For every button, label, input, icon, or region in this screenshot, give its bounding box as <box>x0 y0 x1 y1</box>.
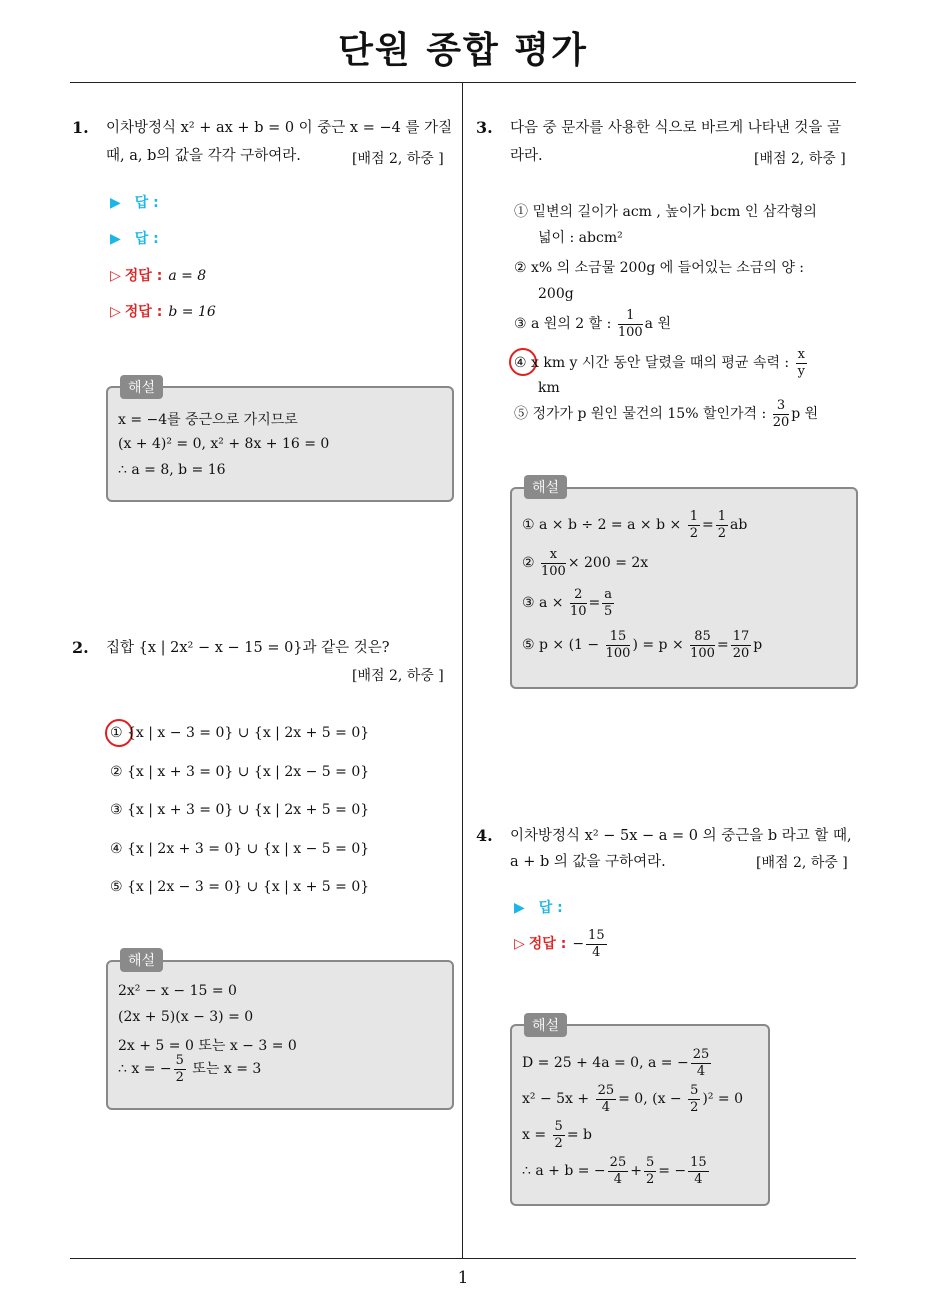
answer-arrow-icon: ▶ <box>110 231 121 247</box>
column-divider <box>462 83 463 1258</box>
fraction: $\frac{15}{100}$ <box>605 628 631 661</box>
fraction: $\frac{2}{10}$ <box>569 586 587 619</box>
q1-correct-1 <box>110 265 206 285</box>
q4-explain-line: x² − 5x + $\frac{25}{4}$ = 0, (x − $\frac{5}{2}$ )² = 0 <box>522 1082 744 1115</box>
fraction: $\frac{25}{4}$ <box>609 1154 627 1187</box>
q1-answer-1 <box>110 192 159 212</box>
q3-number: 3. <box>476 118 493 137</box>
fraction: $\frac{a}{5}$ <box>604 586 613 619</box>
q1-text-line2: 때, a, b의 값을 각각 구하여라. <box>106 148 301 164</box>
fraction: $\frac{x}{100}$ <box>541 546 566 579</box>
q3-explain-line: ① a × b ÷ 2 = a × b × $\frac{1}{2}$ = $\frac{1}{2}$ ab <box>522 508 748 541</box>
correct-arrow-icon: ▷ <box>110 304 121 320</box>
correct-arrow-icon: ▷ <box>514 936 525 952</box>
q4-correct: ▷ 정답 : − $\frac{15}{4}$ <box>514 927 605 960</box>
answer-label: 답 : <box>134 231 159 247</box>
q3-choice-1-cont: 넓이 : abcm² <box>538 230 623 246</box>
q1-correct-2 <box>110 301 216 321</box>
correct-arrow-icon: ▷ <box>110 268 121 284</box>
q3-choice-3[interactable]: ③ a 원의 2 할 : $\frac{1}{100}$ a 원 <box>514 307 671 340</box>
q3-choice-2-cont: 200g <box>538 286 574 302</box>
fraction: $\frac{85}{100}$ <box>690 628 715 661</box>
top-divider <box>70 82 856 83</box>
q2-choice-3[interactable]: ③ {x | x + 3 = 0} ∪ {x | 2x + 5 = 0} <box>110 802 370 818</box>
q2-meta: [배점 2, 하중 ] <box>352 668 444 684</box>
q4-explain-line: ∴ a + b = − $\frac{25}{4}$ + $\frac{5}{2}$ = − $\frac{15}{4}$ <box>522 1154 707 1187</box>
q2-explain-line: 2x + 5 = 0 또는 x − 3 = 0 <box>118 1038 297 1054</box>
correct-label: 정답 : <box>528 936 567 952</box>
q3-choice-4-cont: km <box>538 380 560 396</box>
fraction: $\frac{17}{20}$ <box>732 628 750 661</box>
q1-answer-2 <box>110 228 159 248</box>
fraction: $\frac{5}{2}$ <box>554 1118 563 1151</box>
q2-explain-line: ∴ x = − $\frac{5}{2}$ 또는 x = 3 <box>118 1052 262 1085</box>
q4-meta: [배점 2, 하중 ] <box>756 855 848 871</box>
fraction: $\frac{25}{4}$ <box>692 1046 710 1079</box>
q4-explain-line: D = 25 + 4a = 0, a = − $\frac{25}{4}$ <box>522 1046 710 1079</box>
q4-number: 4. <box>476 826 493 845</box>
q4-explain-line: x = $\frac{5}{2}$ = b <box>522 1118 592 1151</box>
q1-explain-line: (x + 4)² = 0, x² + 8x + 16 = 0 <box>118 436 330 452</box>
q3-text-line1: 다음 중 문자를 사용한 식으로 바르게 나타낸 것을 골 <box>510 120 842 136</box>
q4-text-line1: 이차방정식 x² − 5x − a = 0 의 중근을 b 라고 할 때, <box>510 828 852 844</box>
q2-explanation-tag: 해설 <box>120 948 163 972</box>
q3-choice-4[interactable]: ④ x km y 시간 동안 달렸을 때의 평균 속력 : $\frac{x}{y}$ <box>514 346 805 379</box>
fraction: $\frac{5}{2}$ <box>645 1154 655 1187</box>
answer-arrow-icon: ▶ <box>110 195 121 211</box>
q3-text-line2: 라라. <box>510 148 543 164</box>
q1-text-line1: 이차방정식 x² + ax + b = 0 이 중근 x = −4 를 가질 <box>106 120 453 136</box>
q3-choice-1[interactable]: ① 밑변의 길이가 acm , 높이가 bcm 인 삼각형의 <box>514 204 817 220</box>
fraction: $\frac{1}{2}$ <box>717 508 726 541</box>
q4-explanation-tag: 해설 <box>524 1013 567 1037</box>
fraction: $\frac{1}{100}$ <box>617 307 643 340</box>
fraction: $\frac{15}{4}$ <box>588 927 605 960</box>
q4-answer <box>514 897 563 917</box>
fraction: $\frac{5}{2}$ <box>175 1052 184 1085</box>
q1-meta: [배점 2, 하중 ] <box>352 151 444 167</box>
q3-explanation-tag: 해설 <box>524 475 567 499</box>
q2-number: 2. <box>72 638 89 657</box>
q1-explain-line: x = −4를 중근으로 가지므로 <box>118 412 298 428</box>
page-number: 1 <box>457 1268 469 1288</box>
fraction: $\frac{3}{20}$ <box>772 397 790 430</box>
q2-choice-2[interactable]: ② {x | x + 3 = 0} ∪ {x | 2x − 5 = 0} <box>110 764 370 780</box>
fraction: $\frac{x}{y}$ <box>797 346 805 379</box>
q4-text-line2: a + b 의 값을 구하여라. <box>510 854 666 870</box>
correct-label: 정답 : <box>124 304 163 320</box>
answer-label: 답 : <box>134 195 159 211</box>
answer-arrow-icon: ▶ <box>514 900 525 916</box>
answer-label: 답 : <box>538 900 563 916</box>
correct-label: 정답 : <box>124 268 163 284</box>
q3-choice-2[interactable]: ② x% 의 소금물 200g 에 들어있는 소금의 양 : <box>514 260 805 276</box>
fraction: $\frac{25}{4}$ <box>597 1082 615 1115</box>
q2-explain-line: 2x² − x − 15 = 0 <box>118 983 237 999</box>
correct-value: b = 16 <box>168 304 216 320</box>
q3-choice-5[interactable]: ⑤ 정가가 p 원인 물건의 15% 할인가격 : $\frac{3}{20}$ p 원 <box>514 397 819 430</box>
fraction: $\frac{5}{2}$ <box>690 1082 699 1115</box>
q2-explain-line: (2x + 5)(x − 3) = 0 <box>118 1009 254 1025</box>
q2-choice-4[interactable]: ④ {x | 2x + 3 = 0} ∪ {x | x − 5 = 0} <box>110 841 370 857</box>
q3-explain-line: ② $\frac{x}{100}$ × 200 = 2x <box>522 546 649 579</box>
q3-meta: [배점 2, 하중 ] <box>754 151 846 167</box>
fraction: $\frac{1}{2}$ <box>689 508 698 541</box>
q2-choice-1[interactable]: ① {x | x − 3 = 0} ∪ {x | 2x + 5 = 0} <box>110 725 370 741</box>
correct-value: a = 8 <box>168 268 207 284</box>
q2-choice-5[interactable]: ⑤ {x | 2x − 3 = 0} ∪ {x | x + 5 = 0} <box>110 879 370 895</box>
q3-explain-line: ⑤ p × (1 − $\frac{15}{100}$ ) = p × $\frac{85}{100}$ = $\frac{17}{20}$ p <box>522 628 763 661</box>
q1-explanation-tag: 해설 <box>120 375 163 399</box>
q1-explain-line: ∴ a = 8, b = 16 <box>118 462 226 478</box>
fraction: $\frac{15}{4}$ <box>690 1154 707 1187</box>
bottom-divider <box>70 1258 856 1259</box>
q1-number: 1. <box>72 118 89 137</box>
q3-explain-line: ③ a × $\frac{2}{10}$ = $\frac{a}{5}$ <box>522 586 613 619</box>
page-title: 단원 종합 평가 <box>338 30 588 71</box>
q2-text: 집합 {x | 2x² − x − 15 = 0}과 같은 것은? <box>106 640 390 656</box>
